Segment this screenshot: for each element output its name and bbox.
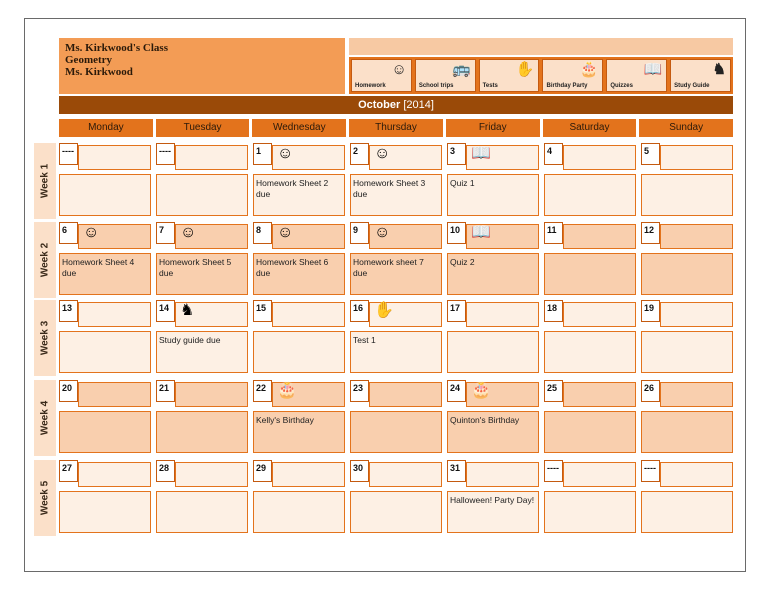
week-label-text: Week 2 <box>39 242 51 278</box>
hand-icon: ✋ <box>515 61 535 78</box>
study-icon: ♞ <box>180 302 195 319</box>
date-number: 10 <box>447 222 466 244</box>
week-label <box>34 460 56 536</box>
day-note-field[interactable] <box>59 491 151 533</box>
day-title-field[interactable] <box>272 462 345 487</box>
day-title-field[interactable] <box>369 382 442 407</box>
month-name[interactable]: October <box>358 99 401 111</box>
day-note-field[interactable] <box>447 331 539 373</box>
class-header <box>59 38 345 94</box>
week-label-text: Week 1 <box>39 163 51 199</box>
day-note-field[interactable] <box>350 411 442 453</box>
week-label-text: Week 3 <box>39 320 51 356</box>
date-number: 24 <box>447 380 466 402</box>
day-note-field[interactable] <box>641 491 733 533</box>
day-note-field[interactable] <box>59 411 151 453</box>
legend-item[interactable] <box>606 59 667 92</box>
day-title-field[interactable] <box>563 145 636 170</box>
date-number: 30 <box>350 460 369 482</box>
smiley-icon: ☺ <box>277 145 294 162</box>
legend-label: School trips <box>418 83 454 89</box>
day-title-field[interactable] <box>660 224 733 249</box>
day-title-field[interactable] <box>175 462 248 487</box>
legend-label: Homework <box>355 83 386 89</box>
cake-icon: 🎂 <box>277 382 297 399</box>
legend-label: Birthday Party <box>546 83 588 89</box>
day-title-field[interactable] <box>78 302 151 327</box>
teacher-name[interactable]: Ms. Kirkwood <box>65 66 133 78</box>
date-number: 12 <box>641 222 660 244</box>
month-title <box>59 96 733 114</box>
date-number: 6 <box>59 222 78 244</box>
smiley-icon: ☺ <box>374 224 391 241</box>
day-header: Saturday <box>543 119 637 137</box>
day-title-field[interactable] <box>272 302 345 327</box>
legend-item[interactable] <box>542 59 603 92</box>
day-headers <box>59 119 733 137</box>
day-title-field[interactable] <box>563 302 636 327</box>
date-number: 11 <box>544 222 563 244</box>
day-note-field[interactable]: Homework sheet 7 due <box>350 253 442 295</box>
day-title-field[interactable] <box>466 302 539 327</box>
date-number: 19 <box>641 300 660 322</box>
day-note-field[interactable] <box>350 491 442 533</box>
day-note-field[interactable] <box>59 331 151 373</box>
day-header: Tuesday <box>156 119 250 137</box>
day-title-field[interactable] <box>660 145 733 170</box>
smiley-icon: ☺ <box>83 224 100 241</box>
day-note-field[interactable]: Homework Sheet 4 due <box>59 253 151 295</box>
day-note-field[interactable]: Homework Sheet 2 due <box>253 174 345 216</box>
smiley-icon: ☺ <box>180 224 197 241</box>
legend-label: Study Guide <box>674 83 710 89</box>
subject-name[interactable]: Geometry <box>65 54 113 66</box>
legend-item[interactable] <box>351 59 412 92</box>
date-number: 2 <box>350 143 369 165</box>
date-number: 1 <box>253 143 272 165</box>
day-note-field[interactable] <box>59 174 151 216</box>
legend-item[interactable] <box>670 59 731 92</box>
date-number: 5 <box>641 143 660 165</box>
legend-label: Quizzes <box>610 83 633 89</box>
icon-legend <box>349 57 733 94</box>
day-note-field[interactable] <box>253 491 345 533</box>
smiley-icon: ☺ <box>277 224 294 241</box>
day-title-field[interactable] <box>660 302 733 327</box>
date-number: 13 <box>59 300 78 322</box>
date-number: 15 <box>253 300 272 322</box>
date-number: ---- <box>641 460 660 482</box>
date-number: 18 <box>544 300 563 322</box>
legend-label: Tests <box>482 83 498 89</box>
day-note-field[interactable]: Homework Sheet 3 due <box>350 174 442 216</box>
day-title-field[interactable] <box>563 462 636 487</box>
date-number: ---- <box>544 460 563 482</box>
day-note-field[interactable]: Test 1 <box>350 331 442 373</box>
date-number: 22 <box>253 380 272 402</box>
day-note-field[interactable]: Homework Sheet 6 due <box>253 253 345 295</box>
day-note-field[interactable] <box>641 174 733 216</box>
date-number: 27 <box>59 460 78 482</box>
hand-icon: ✋ <box>374 302 394 319</box>
week-label <box>34 222 56 298</box>
date-number: ---- <box>59 143 78 165</box>
date-number: 8 <box>253 222 272 244</box>
book-icon: 📖 <box>643 61 663 78</box>
day-title-field[interactable] <box>369 462 442 487</box>
class-name[interactable]: Ms. Kirkwood's Class <box>65 42 168 54</box>
day-title-field[interactable] <box>466 462 539 487</box>
book-icon: 📖 <box>471 224 491 241</box>
date-number: 17 <box>447 300 466 322</box>
day-note-field[interactable]: Kelly's Birthday <box>253 411 345 453</box>
day-note-field[interactable] <box>544 491 636 533</box>
legend-item[interactable] <box>479 59 540 92</box>
date-number: 7 <box>156 222 175 244</box>
day-header: Friday <box>446 119 540 137</box>
day-note-field[interactable] <box>156 174 248 216</box>
study-icon: ♞ <box>712 61 726 78</box>
date-number: 29 <box>253 460 272 482</box>
week-label <box>34 143 56 219</box>
month-year[interactable]: [2014] <box>403 99 434 111</box>
day-note-field[interactable] <box>253 331 345 373</box>
cake-icon: 🎂 <box>471 382 491 399</box>
date-number: ---- <box>156 143 175 165</box>
day-note-field[interactable] <box>641 331 733 373</box>
day-note-field[interactable] <box>544 253 636 295</box>
day-title-field[interactable] <box>660 382 733 407</box>
date-number: 28 <box>156 460 175 482</box>
cake-icon: 🎂 <box>579 61 599 78</box>
day-title-field[interactable] <box>78 382 151 407</box>
week-label <box>34 300 56 376</box>
legend-item[interactable] <box>415 59 476 92</box>
week-label <box>34 380 56 456</box>
day-header: Thursday <box>349 119 443 137</box>
date-number: 31 <box>447 460 466 482</box>
date-number: 26 <box>641 380 660 402</box>
day-note-field[interactable] <box>641 411 733 453</box>
day-note-field[interactable] <box>641 253 733 295</box>
date-number: 23 <box>350 380 369 402</box>
date-number: 25 <box>544 380 563 402</box>
day-note-field[interactable]: Quinton's Birthday <box>447 411 539 453</box>
day-note-field[interactable] <box>544 411 636 453</box>
book-icon: 📖 <box>471 145 491 162</box>
day-note-field[interactable] <box>544 174 636 216</box>
day-note-field[interactable]: Halloween! Party Day! <box>447 491 539 533</box>
date-number: 9 <box>350 222 369 244</box>
day-title-field[interactable] <box>78 145 151 170</box>
day-note-field[interactable] <box>544 331 636 373</box>
day-title-field[interactable] <box>563 382 636 407</box>
date-number: 14 <box>156 300 175 322</box>
day-title-field[interactable] <box>78 462 151 487</box>
bus-icon: 🚌 <box>451 61 471 78</box>
legend-header <box>349 38 733 55</box>
date-number: 16 <box>350 300 369 322</box>
day-header: Sunday <box>639 119 733 137</box>
smiley-icon: ☺ <box>374 145 391 162</box>
day-title-field[interactable] <box>175 382 248 407</box>
date-number: 4 <box>544 143 563 165</box>
day-note-field[interactable]: Homework Sheet 5 due <box>156 253 248 295</box>
day-title-field[interactable] <box>175 145 248 170</box>
day-note-field[interactable]: Quiz 1 <box>447 174 539 216</box>
day-note-field[interactable]: Study guide due <box>156 331 248 373</box>
week-label-text: Week 5 <box>39 480 51 516</box>
day-note-field[interactable] <box>156 411 248 453</box>
date-number: 21 <box>156 380 175 402</box>
date-number: 3 <box>447 143 466 165</box>
week-label-text: Week 4 <box>39 400 51 436</box>
day-title-field[interactable] <box>660 462 733 487</box>
day-note-field[interactable]: Quiz 2 <box>447 253 539 295</box>
smiley-icon: ☺ <box>391 61 407 78</box>
day-header: Wednesday <box>252 119 346 137</box>
day-note-field[interactable] <box>156 491 248 533</box>
date-number: 20 <box>59 380 78 402</box>
day-title-field[interactable] <box>563 224 636 249</box>
day-header: Monday <box>59 119 153 137</box>
